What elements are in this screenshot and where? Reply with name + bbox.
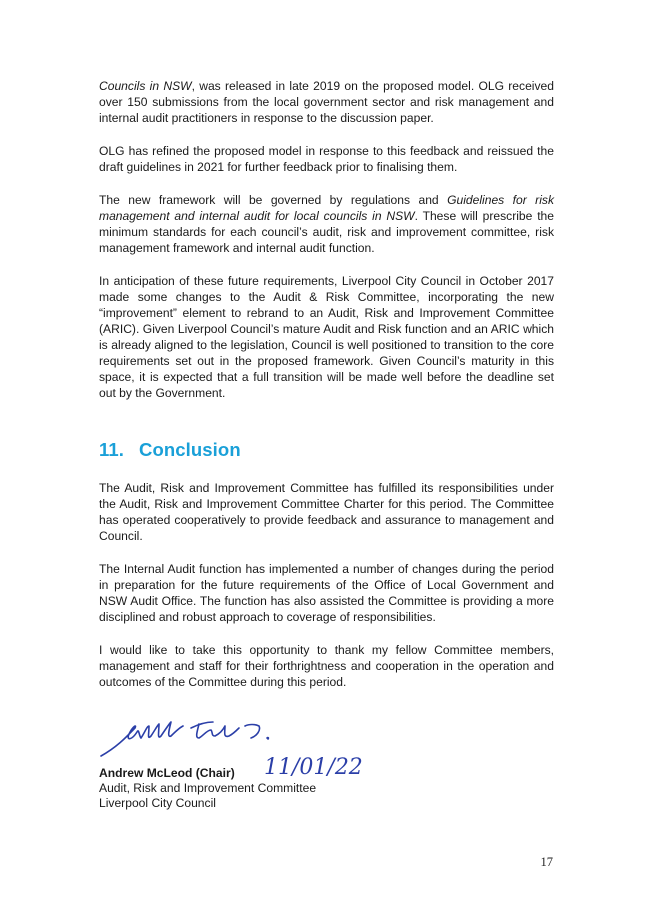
paragraph-discussion-paper: [99, 78, 554, 126]
section-number: 11.: [99, 439, 124, 460]
italic-title-councils: Councils in NSW: [99, 79, 192, 93]
italic-title-guidelines: Guidelines for risk management and internal audit for local councils in NSW: [99, 193, 554, 223]
paragraph-committee-fulfilled: The Audit, Risk and Improvement Committee has fulfilled its responsibilities under the Audit, Risk and Improvement Committee Charter for this period. The Committee has operated cooperatively to provide feedback and assurance to management and Council.: [99, 481, 554, 543]
paragraph-text: , was released in late 2019 on the proposed model. OLG received over 150 submissions from the local government sector and risk management and internal audit practitioners in response to the discussion paper.: [99, 79, 554, 125]
svg-text:11/01/22: 11/01/22: [264, 755, 363, 780]
paragraph-internal-audit: The Internal Audit function has implemented a number of changes during the period in preparation for the future requirements of the Office of Local Government and NSW Audit Office. The function has also assisted the Committee is providing a more disciplined and robust approach to coverage of responsibilities.: [99, 562, 554, 624]
signer-name: Andrew McLeod (Chair): [99, 766, 235, 780]
paragraph-refined-model: OLG has refined the proposed model in response to this feedback and reissued the draft guidelines in 2021 for further feedback prior to finalising them.: [99, 144, 554, 174]
signer-details: [99, 766, 316, 811]
paragraph-text: The new framework will be governed by regulations and: [99, 193, 448, 207]
paragraph-text: . These will prescribe the minimum standards for each council’s audit, risk and improvement committee, risk management framework and internal audit function.: [99, 209, 555, 255]
signer-role: Audit, Risk and Improvement Committee: [99, 781, 317, 795]
signature-block: [99, 714, 399, 814]
page-number: 17: [540, 855, 553, 869]
paragraph-thanks: I would like to take this opportunity to thank my fellow Committee members, management and staff for their forthrightness and cooperation in the operation and outcomes of the Committee during this period.: [99, 643, 554, 689]
section-heading-conclusion: [99, 439, 554, 461]
conclusion-section: [99, 480, 554, 690]
page-content: [99, 78, 554, 690]
paragraph-new-framework: [99, 192, 554, 256]
section-title: Conclusion: [139, 439, 241, 460]
signer-organisation: Liverpool City Council: [99, 796, 216, 810]
paragraph-anticipation: In anticipation of these future requirements, Liverpool City Council in October 2017 made some changes to the Audit & Risk Committee, incorporating the new “improvement” element to rebrand to an Audit, Risk and Improvement Committee (ARIC). Given Liverpool Council’s mature Audit and Risk function and an ARIC which is already aligned to the legislation, Council is well positioned to transition to the core requirements set out in the proposed framework. Given Council’s maturity in this space, it is expected that a full transition will be made well before the deadline set out by the Government.: [99, 274, 554, 400]
